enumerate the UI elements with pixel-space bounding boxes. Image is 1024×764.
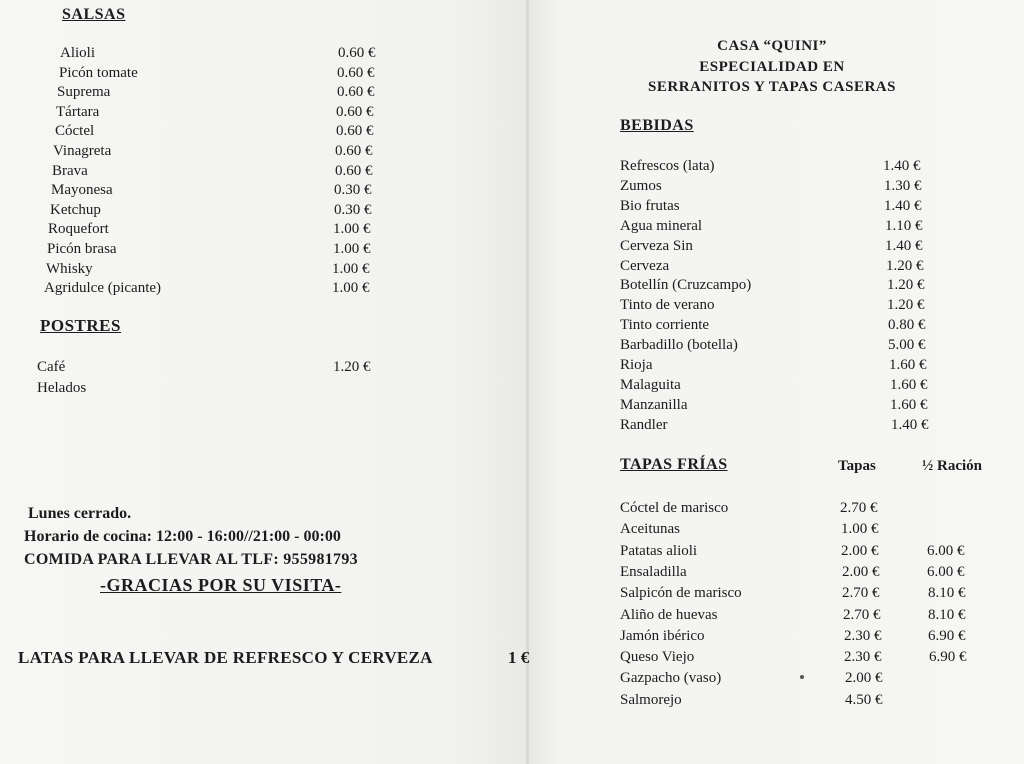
closed-notice: Lunes cerrado. [28,505,132,522]
salsa-item-price: 1.00 € [333,241,371,257]
tapa-item-tapa-price: 2.00 € [845,670,883,687]
tapa-item-tapa-price: 4.50 € [845,691,883,708]
tapa-item-name: Aliño de huevas [620,606,718,623]
bebida-item-name: Tinto de verano [620,297,715,314]
thanks-message: -GRACIAS POR SU VISITA- [100,575,342,595]
salsa-item-name: Agridulce (picante) [44,280,162,297]
bebida-item-price: 1.60 € [889,357,927,373]
postre-item-price: 1.20 € [333,359,371,375]
salsa-item-price: 0.60 € [337,84,375,101]
tapa-item-name: Queso Viejo [620,649,695,666]
tapa-item-name: Cóctel de marisco [620,500,729,516]
takeaway-phone: COMIDA PARA LLEVAR AL TLF: 955981793 [24,551,358,568]
bebida-item-price: 1.60 € [890,376,928,393]
bebida-item-price: 0.80 € [888,317,926,334]
tapa-item-tapa-price: 2.70 € [840,500,878,516]
cans-takeaway: LATAS PARA LLEVAR DE REFRESCO Y CERVEZA [18,648,433,667]
salsa-item-price: 0.60 € [335,162,373,179]
bebida-item-price: 1.40 € [885,237,923,254]
salsa-item-name: Tártara [56,103,100,120]
bebida-item-price: 1.40 € [891,416,929,433]
tapa-item-tapa-price: 2.30 € [844,649,882,666]
salsa-item-name: Vinagreta [53,143,112,159]
tapa-item-name: Ensaladilla [620,563,687,580]
tapa-item-racion-price: 6.00 € [927,563,965,580]
bebida-item-price: 1.20 € [887,297,925,314]
salsa-item-name: Alioli [60,45,96,61]
bebida-item-name: Manzanilla [620,396,688,413]
header-line-1: CASA “QUINI” [717,38,827,54]
bebida-item-price: 1.20 € [887,277,925,294]
header-line-2: ESPECIALIDAD EN [699,59,845,75]
tapa-item-racion-price: 6.00 € [927,542,965,559]
racion-column-header: ½ Ración [922,458,982,474]
tapa-item-racion-price: 8.10 € [928,606,966,623]
salsa-item-name: Suprema [57,84,111,101]
salsa-item-price: 0.60 € [336,103,374,120]
ink-speck [800,675,804,679]
bebida-item-price: 1.20 € [886,257,924,274]
cans-price: 1 € [508,648,530,667]
tapa-item-racion-price: 6.90 € [929,649,967,666]
postres-heading: POSTRES [40,316,121,335]
salsa-item-name: Whisky [46,260,93,277]
tapa-item-racion-price: 6.90 € [928,627,966,644]
tapa-item-tapa-price: 2.70 € [843,606,881,623]
bebida-item-name: Refrescos (lata) [620,158,715,174]
salsa-item-price: 1.00 € [332,260,370,277]
tapas-column-header: Tapas [838,458,876,474]
bebida-item-name: Agua mineral [620,217,703,234]
bebida-item-name: Bio frutas [620,197,680,214]
tapa-item-tapa-price: 2.00 € [841,542,879,559]
bebida-item-name: Cerveza [620,257,670,274]
bebida-item-price: 1.40 € [884,197,922,214]
tapa-item-tapa-price: 2.00 € [842,563,880,580]
tapa-item-name: Aceitunas [620,521,680,538]
tapa-item-name: Gazpacho (vaso) [620,670,722,687]
salsa-item-price: 0.60 € [337,64,375,81]
bebida-item-name: Malaguita [620,376,681,393]
salsa-item-price: 0.30 € [334,201,372,218]
salsa-item-name: Mayonesa [51,182,113,199]
bebida-item-price: 1.60 € [890,396,928,413]
header-line-3: SERRANITOS Y TAPAS CASERAS [648,79,896,95]
tapa-item-name: Salpicón de marisco [620,585,742,602]
bebida-item-name: Zumos [620,177,662,194]
tapa-item-name: Jamón ibérico [620,627,705,644]
salsa-item-price: 0.60 € [336,123,374,140]
bebida-item-price: 1.40 € [883,158,921,174]
bebida-item-name: Rioja [620,357,653,373]
bebida-item-price: 1.30 € [884,177,922,194]
salsa-item-price: 1.00 € [333,221,371,238]
salsa-item-price: 0.30 € [334,182,372,199]
salsa-item-name: Cóctel [55,123,95,140]
bebida-item-name: Tinto corriente [620,317,710,334]
tapa-item-name: Patatas alioli [620,542,698,559]
salsa-item-name: Picón brasa [47,241,117,257]
salsa-item-name: Brava [52,162,88,179]
salsa-item-price: 0.60 € [335,143,373,159]
tapa-item-name: Salmorejo [620,691,682,708]
bebida-item-price: 1.10 € [885,217,923,234]
tapa-item-tapa-price: 2.70 € [842,585,880,602]
postre-item-name: Helados [37,380,87,396]
tapas-frias-heading: TAPAS FRÍAS [620,456,728,473]
salsa-item-name: Ketchup [50,201,101,218]
bebida-item-name: Barbadillo (botella) [620,337,738,354]
tapa-item-tapa-price: 2.30 € [844,627,882,644]
postre-item-name: Café [37,359,66,375]
bebida-item-name: Cerveza Sin [620,237,693,254]
salsa-item-name: Roquefort [48,221,109,238]
tapa-item-tapa-price: 1.00 € [841,521,879,538]
bebida-item-name: Randler [620,416,668,433]
salsa-item-name: Picón tomate [59,64,138,81]
salsas-heading: SALSAS [62,6,126,23]
tapa-item-racion-price: 8.10 € [928,585,966,602]
bebida-item-name: Botellín (Cruzcampo) [620,277,752,294]
bebida-item-price: 5.00 € [888,337,926,354]
bebidas-heading: BEBIDAS [620,117,694,134]
kitchen-hours: Horario de cocina: 12:00 - 16:00//21:00 - 00:00 [24,528,341,545]
salsa-item-price: 1.00 € [332,280,370,297]
salsa-item-price: 0.60 € [338,45,376,61]
